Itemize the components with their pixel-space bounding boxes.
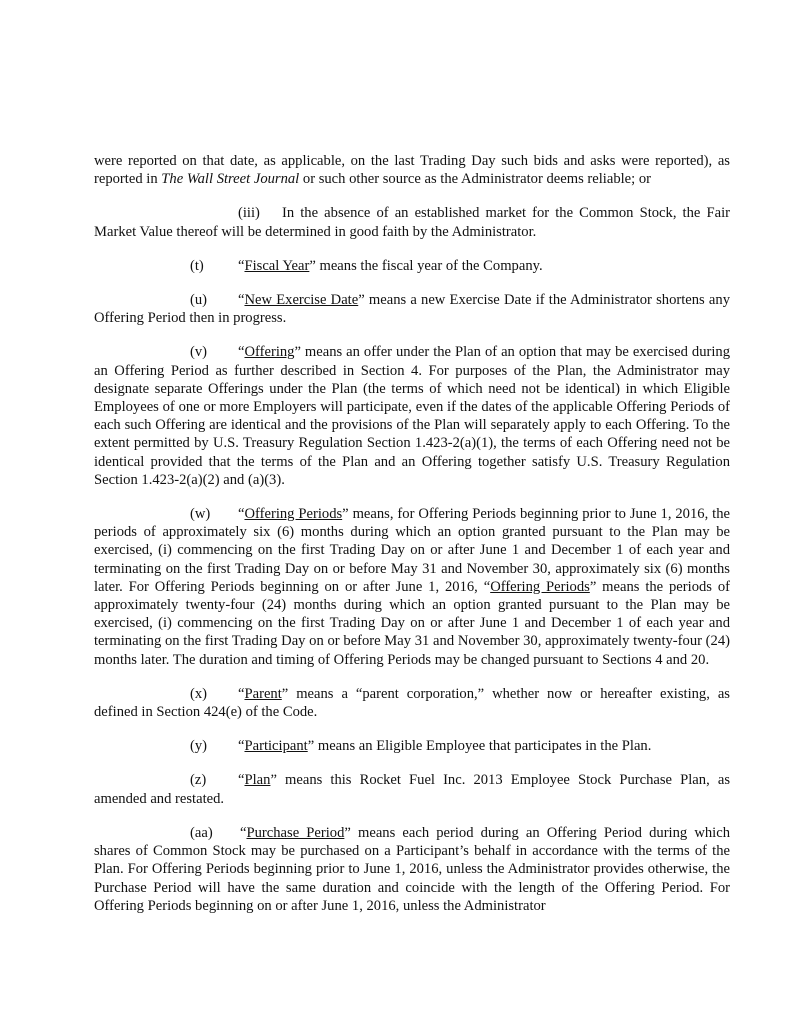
clause-text-u: ” means a new Exercise Date if the Administrator shortens any Offering Period then in progress.	[94, 292, 730, 327]
clause-label-x: (x)	[190, 685, 208, 702]
clause-label-z: (z)	[190, 772, 207, 789]
clause-label-iii: (iii)	[238, 205, 260, 222]
clause-text-aa: ” means each period during an Offering Period during which shares of Common Stock may be purchased on a Participant’s behalf in accordance with the terms of the Plan. For Offering Periods beginning prior to June 1, 2016, unless the Administrator provides otherwise, the Purchase Period will have the same duration and coincide with the length of the Offering Period. For Offering Periods beginning on or after June 1, 2016, unless the Administrator	[94, 824, 730, 914]
defined-term-new-exercise-date: New Exercise Date	[244, 292, 359, 309]
open-quote-z: “	[238, 772, 245, 789]
paragraph-v	[94, 343, 730, 489]
defined-term-parent: Parent	[244, 685, 282, 702]
defined-term-plan: Plan	[244, 772, 271, 789]
paragraph-u	[94, 291, 730, 327]
clause-label-u: (u)	[190, 292, 208, 309]
clause-label-y: (y)	[190, 738, 208, 755]
clause-label-v: (v)	[190, 344, 208, 361]
clause-text-x: ” means a “parent corporation,” whether now or hereafter existing, as defined in Section 424(e) of the Code.	[94, 685, 730, 721]
open-quote-aa: “	[240, 824, 247, 841]
paragraph-continuation	[94, 152, 730, 188]
paragraph-z	[94, 771, 730, 807]
defined-term-purchase-period: Purchase Period	[246, 824, 345, 841]
paragraph-t	[94, 257, 730, 275]
defined-term-offering-periods: Offering Periods	[244, 506, 343, 523]
open-quote-x: “	[238, 685, 245, 702]
clause-text-w-2: ” means the periods of approximately twenty-four (24) months during which an option granted pursuant to the Plan may be exercised, (i) commencing on the first Trading Day on or after June 1 and December 1 of each year and terminating on the first Trading Day on or before May 31 and November 30, approximately twenty-four (24) months later. The duration and timing of Offering Periods may be changed pursuant to Sections 4 and 20.	[94, 578, 730, 668]
clause-text-v: ” means an offer under the Plan of an option that may be exercised during an Offering Period as further described in Section 4. For purposes of the Plan, the Administrator may designate separate Offerings under the Plan (the terms of which need not be identical) in which Eligible Employees of one or more Employers will participate, even if the dates of the applicable Offering Periods of each such Offering are identical and the provisions of the Plan will separately apply to each Offering. To the extent permitted by U.S. Treasury Regulation Section 1.423-2(a)(1), the terms of each Offering need not be identical provided that the terms of the Plan and an Offering together satisfy U.S. Treasury Regulation Section 1.423-2(a)(2) and (a)(3).	[94, 344, 730, 488]
paragraph-w	[94, 505, 730, 669]
paragraph-aa	[94, 824, 730, 915]
defined-term-participant: Participant	[244, 738, 308, 755]
clause-label-aa: (aa)	[190, 824, 213, 841]
clause-label-t: (t)	[190, 257, 204, 274]
open-quote-v: “	[238, 344, 245, 361]
open-quote-w: “	[238, 506, 245, 523]
defined-term-offering: Offering	[244, 344, 295, 361]
clause-text-t: ” means the fiscal year of the Company.	[309, 257, 543, 274]
continuation-text-a: were reported on that date, as applicable, on the last Trading Day such bids and asks were reported), as reported in	[94, 153, 730, 188]
clause-text-y: ” means an Eligible Employee that participates in the Plan.	[307, 738, 652, 755]
defined-term-fiscal-year: Fiscal Year	[244, 257, 310, 274]
clause-text-z: ” means this Rocket Fuel Inc. 2013 Employee Stock Purchase Plan, as amended and restated.	[94, 772, 730, 807]
paragraph-y	[94, 737, 730, 755]
publication-title: The Wall Street Journal	[161, 171, 300, 188]
clause-text-iii: In the absence of an established market for the Common Stock, the Fair Market Value thereof will be determined in good faith by the Administrator.	[94, 205, 730, 240]
clause-label-w: (w)	[190, 506, 211, 523]
paragraph-iii	[94, 204, 730, 240]
clause-text-w-1: ” means, for Offering Periods beginning prior to June 1, 2016, the periods of approximately six (6) months during which an option granted pursuant to the Plan may be exercised, (i) commencing on the first Trading Day on or after June 1 and December 1 of each year and terminating on the first Trading Day on or before May 31 and November 30, approximately six (6) months later. For Offering Periods beginning on or after June 1, 2016, “	[94, 506, 730, 595]
open-quote-t: “	[238, 257, 245, 274]
paragraph-x	[94, 685, 730, 721]
open-quote-u: “	[238, 292, 245, 309]
open-quote-y: “	[238, 738, 245, 755]
document-page	[94, 152, 730, 931]
continuation-text-b: or such other source as the Administrator deems reliable; or	[299, 171, 652, 188]
defined-term-offering-periods-2: Offering Periods	[490, 578, 590, 595]
